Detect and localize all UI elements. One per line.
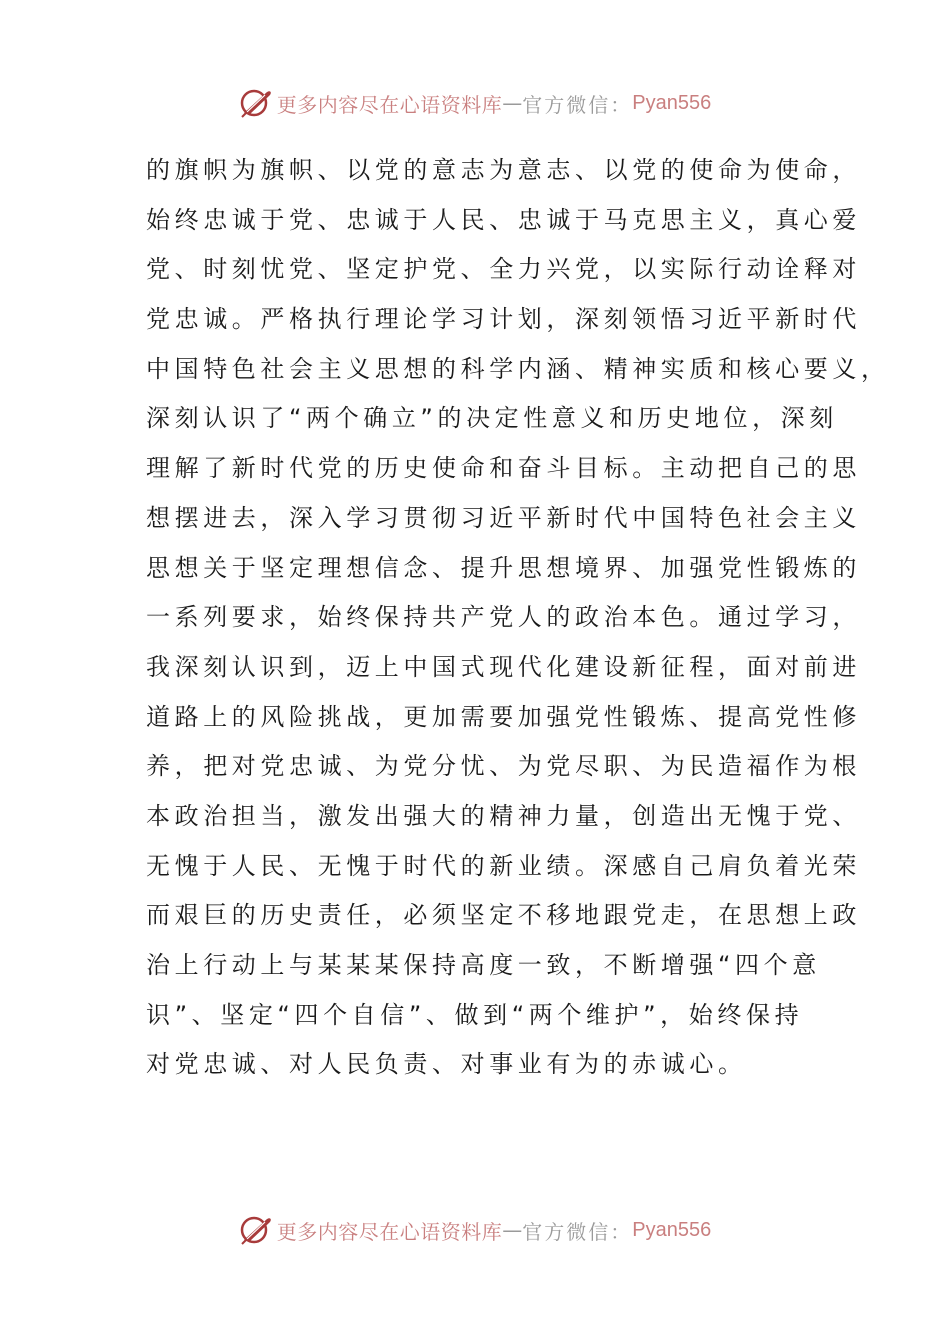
footer-promo-text: 更多内容尽在心语资料库 [276,1219,503,1244]
header-wechat-label: 官方微信： [522,92,633,117]
footer-wechat-label: 官方微信： [522,1219,633,1244]
text-line: 而艰巨的历史责任，必须坚定不移地跟党走，在思想上政 [146,901,861,930]
text-line: 理解了新时代党的历史使命和奋斗目标。主动把自己的思 [146,454,861,483]
text-line: 治上行动上与某某某保持高度一致，不断增强“四个意 [146,951,821,979]
header-banner [0,83,950,123]
text-line: 中国特色社会主义思想的科学内涵、精神实质和核心要义， [146,354,890,383]
text-line: 党忠诚。严格执行理论学习计划，深刻领悟习近平新时代 [146,305,861,334]
text-line: 深刻认识了“两个确立”的决定性意义和历史地位，深刻 [146,404,838,433]
header-promo-text: 更多内容尽在心语资料库 [276,92,503,117]
quill-pen-logo-icon [239,1213,273,1247]
footer-separator: — [502,1218,523,1242]
footer-wechat-id: Pyan556 [632,1218,712,1241]
text-line: 一系列要求，始终保持共产党人的政治本色。通过学习， [146,603,861,632]
text-line: 党、时刻忧党、坚定护党、全力兴党，以实际行动诠释对 [146,255,861,284]
text-line: 无愧于人民、无愧于时代的新业绩。深感自己肩负着光荣 [146,851,861,880]
header-wechat-id: Pyan556 [632,91,712,114]
text-line: 思想关于坚定理想信念、提升思想境界、加强党性锻炼的 [146,553,861,582]
text-line: 道路上的风险挑战，更加需要加强党性锻炼、提高党性修 [146,702,861,731]
text-line: 的旗帜为旗帜、以党的意志为意志、以党的使命为使命， [146,156,861,184]
footer-banner [0,1210,950,1250]
text-line: 始终忠诚于党、忠诚于人民、忠诚于马克思主义，真心爱 [146,205,861,234]
text-line: 对党忠诚、对人民负责、对事业有为的赤诚心。 [146,1050,747,1079]
document-body [146,146,890,1090]
text-line: 本政治担当，激发出强大的精神力量，创造出无愧于党、 [146,801,861,830]
text-line: 我深刻认识到，迈上中国式现代化建设新征程，面对前进 [146,652,861,681]
header-separator: — [502,91,523,115]
text-line: 想摆进去，深入学习贯彻习近平新时代中国特色社会主义 [146,503,861,532]
text-line: 识”、坚定“四个自信”、做到“两个维护”，始终保持 [146,1000,804,1029]
quill-pen-logo-icon [239,86,273,120]
text-line: 养，把对党忠诚、为党分忧、为党尽职、为民造福作为根 [146,752,861,781]
